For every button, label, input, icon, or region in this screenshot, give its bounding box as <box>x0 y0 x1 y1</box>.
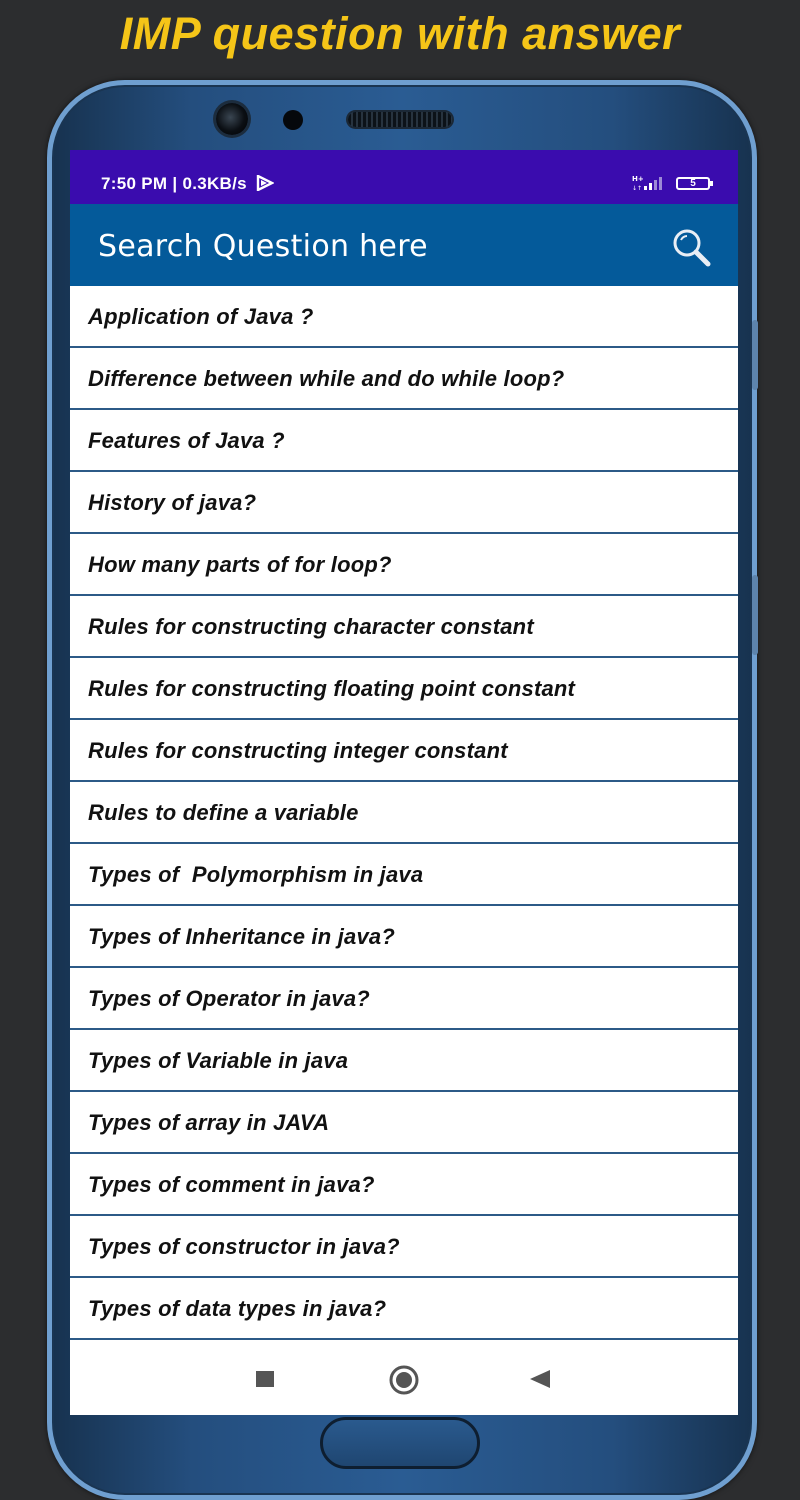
hardware-home-key[interactable] <box>320 1417 480 1469</box>
question-text: Rules to define a variable <box>88 799 359 825</box>
status-time-text: 7:50 PM | 0.3KB/s <box>101 174 247 193</box>
question-item[interactable] <box>70 1092 738 1154</box>
question-text: Rules for constructing integer constant <box>88 737 508 763</box>
question-text: Types of Operator in java? <box>88 985 370 1011</box>
search-icon <box>670 226 714 270</box>
battery-level: 5 <box>690 177 696 189</box>
question-text: How many parts of for loop? <box>88 551 392 577</box>
question-text: Types of comment in java? <box>88 1171 375 1197</box>
svg-text:↓↑: ↓↑ <box>632 185 643 191</box>
question-item[interactable] <box>70 472 738 534</box>
battery-icon <box>676 177 710 190</box>
question-text: Features of Java ? <box>88 427 285 453</box>
question-item[interactable] <box>70 410 738 472</box>
status-time <box>101 174 274 194</box>
question-text: Types of Inheritance in java? <box>88 923 395 949</box>
question-item[interactable] <box>70 720 738 782</box>
question-item[interactable] <box>70 1154 738 1216</box>
play-icon <box>256 175 274 191</box>
search-question-field[interactable]: Search Question here <box>98 229 428 264</box>
question-text: Types of constructor in java? <box>88 1233 400 1259</box>
question-text: Types of array in JAVA <box>88 1109 330 1135</box>
question-item[interactable] <box>70 596 738 658</box>
question-item[interactable] <box>70 844 738 906</box>
question-item[interactable] <box>70 658 738 720</box>
question-item[interactable] <box>70 534 738 596</box>
question-list <box>70 286 738 1340</box>
power-button <box>752 575 758 655</box>
app-bar <box>70 204 738 286</box>
status-icons <box>632 175 710 191</box>
phone-screen <box>70 150 738 1415</box>
home-icon[interactable] <box>389 1365 419 1395</box>
question-text: Application of Java ? <box>88 303 314 329</box>
proximity-sensor <box>283 110 303 130</box>
question-item[interactable] <box>70 1278 738 1340</box>
question-item[interactable] <box>70 906 738 968</box>
system-nav-bar <box>70 1342 738 1415</box>
question-item[interactable] <box>70 1216 738 1278</box>
status-bar <box>70 150 738 204</box>
question-text: Types of Variable in java <box>88 1047 349 1073</box>
question-text: Rules for constructing floating point constant <box>88 675 576 701</box>
front-camera <box>216 103 248 135</box>
question-item[interactable] <box>70 968 738 1030</box>
question-text: Types of data types in java? <box>88 1295 387 1321</box>
question-item[interactable] <box>70 286 738 348</box>
question-text: Rules for constructing character constant <box>88 613 534 639</box>
signal-icon <box>632 175 666 191</box>
question-text: History of java? <box>88 489 257 515</box>
search-button[interactable] <box>670 226 714 270</box>
question-item[interactable] <box>70 782 738 844</box>
question-item[interactable] <box>70 1030 738 1092</box>
question-text: Types of Polymorphism in java <box>88 861 424 887</box>
promo-title: IMP question with answer <box>119 8 681 59</box>
back-icon[interactable] <box>528 1369 552 1389</box>
svg-text:H+: H+ <box>632 175 644 183</box>
recents-icon[interactable] <box>256 1371 274 1387</box>
volume-button <box>752 320 758 390</box>
earpiece-speaker <box>348 112 452 127</box>
question-text: Difference between while and do while loop? <box>88 365 565 391</box>
question-item[interactable] <box>70 348 738 410</box>
